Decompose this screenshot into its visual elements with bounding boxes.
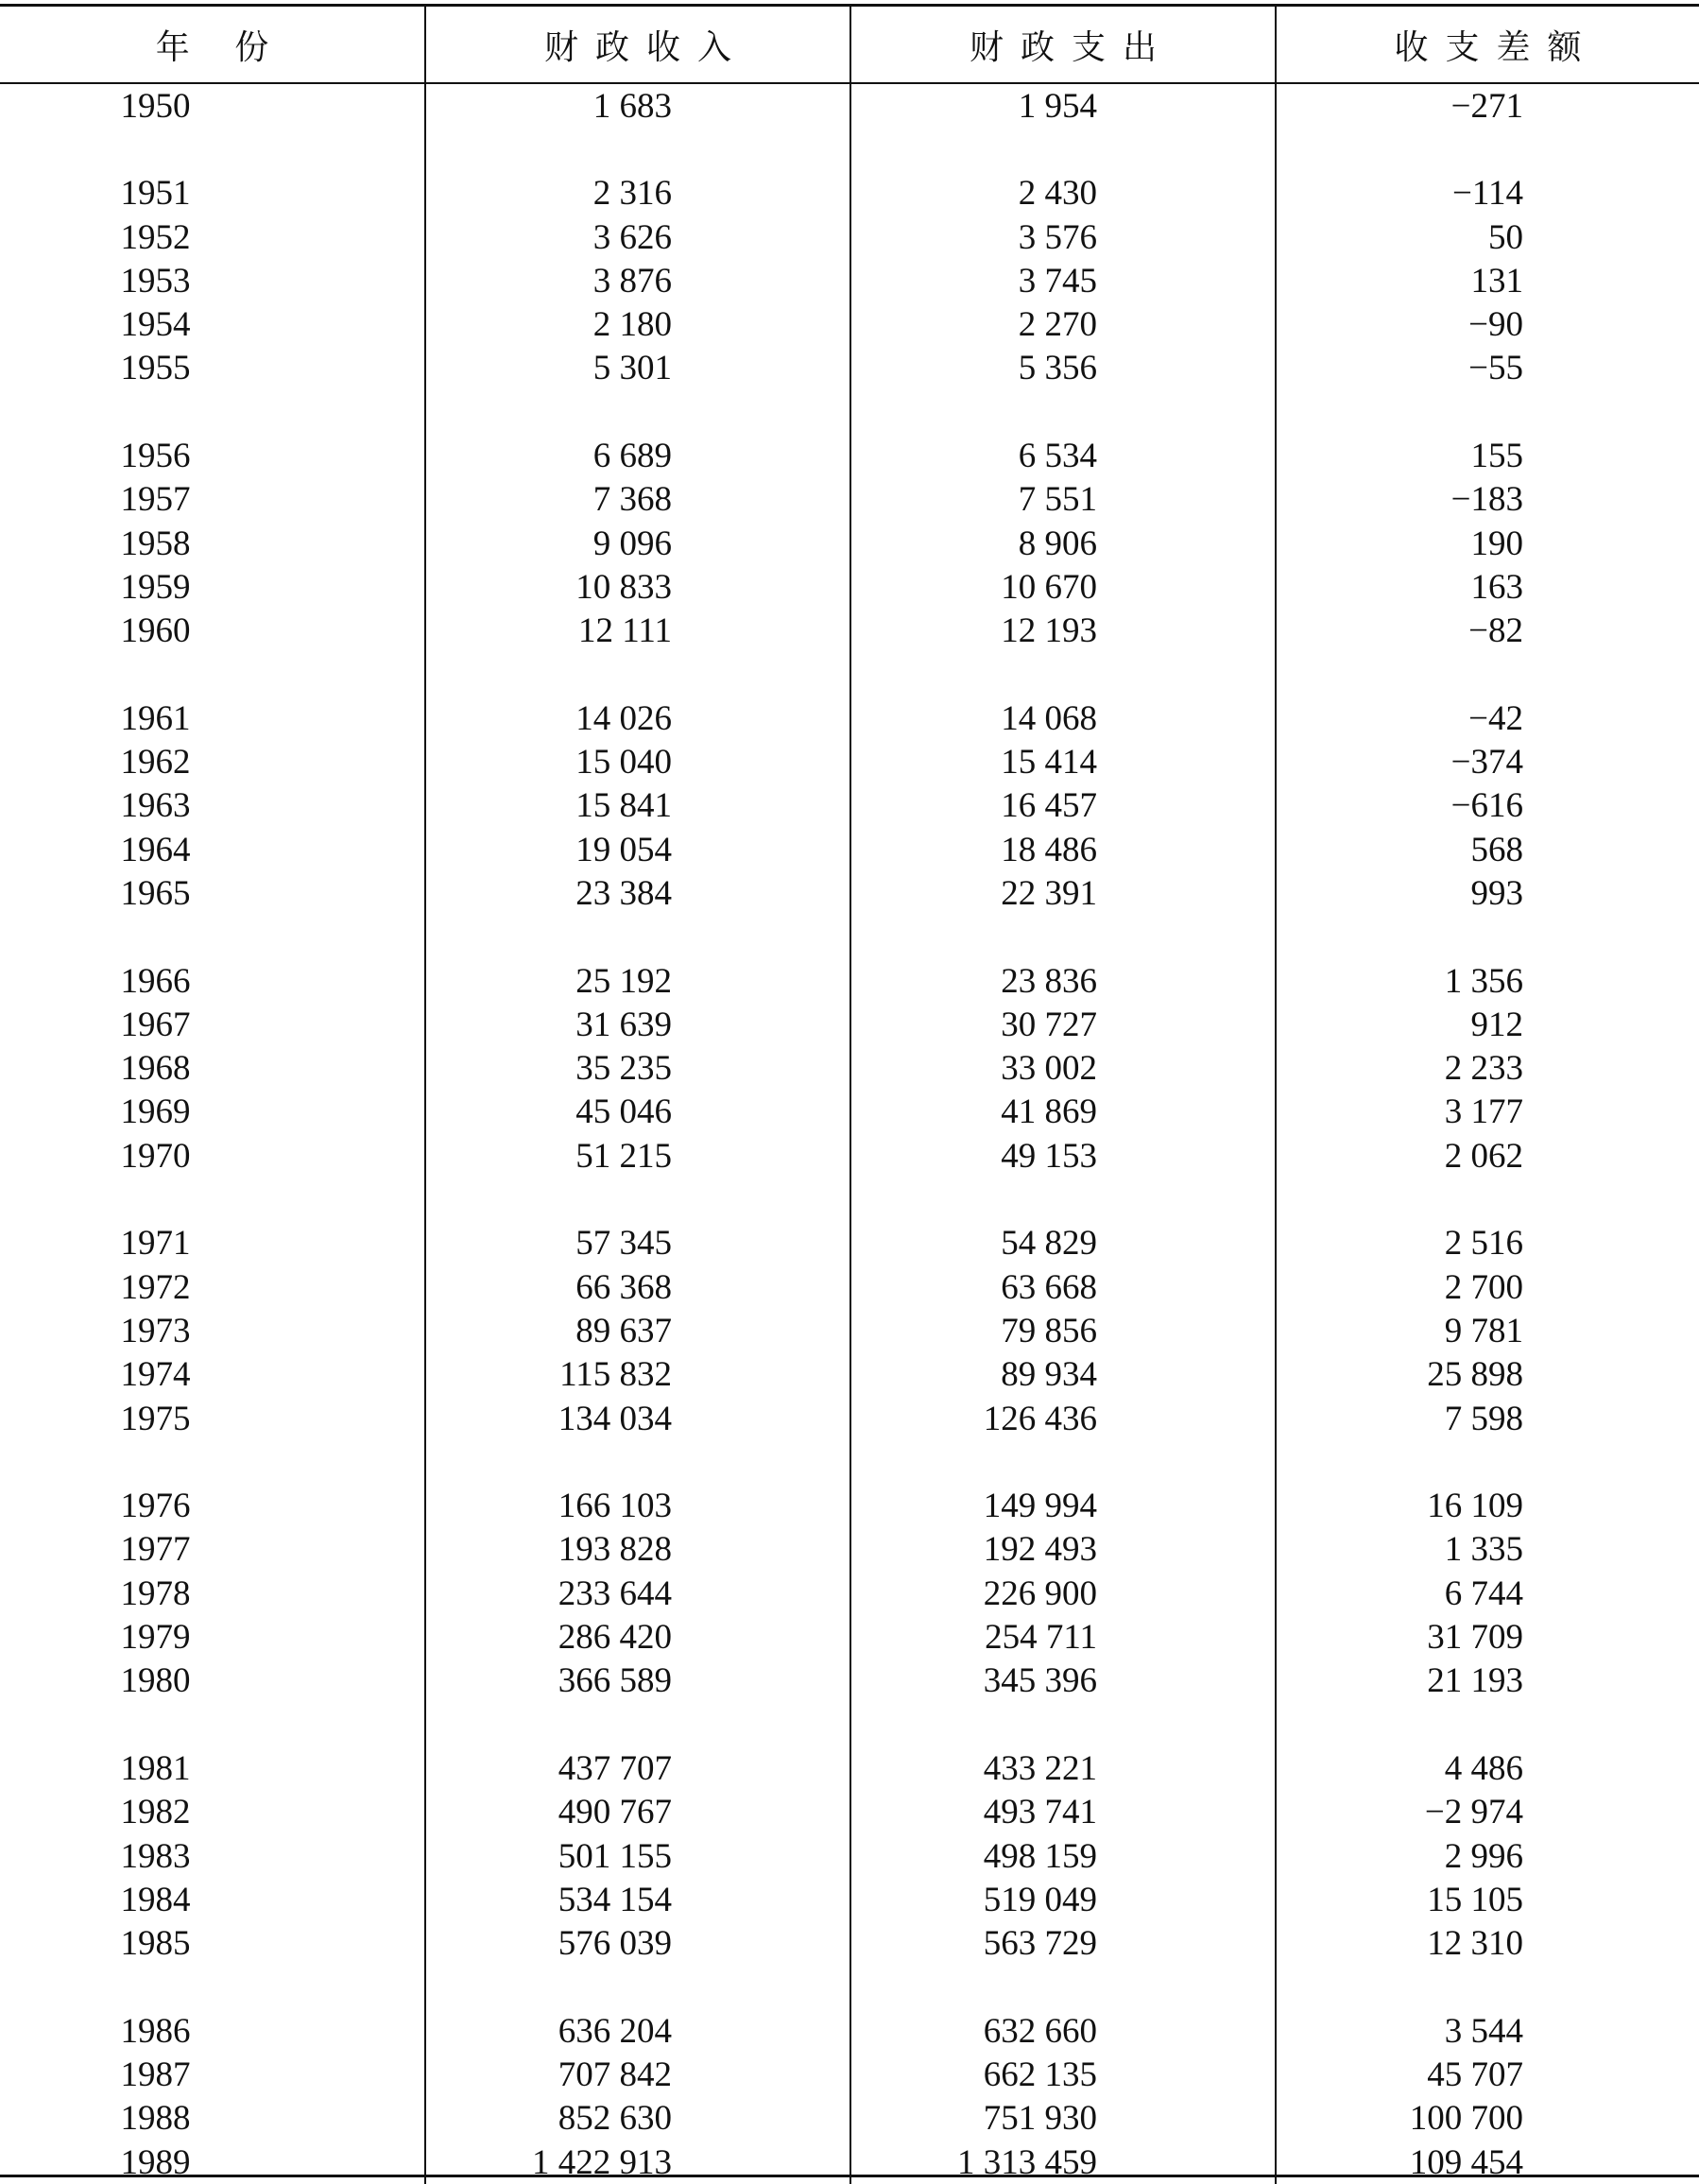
balance-cell: −90 [1276, 302, 1699, 346]
year-cell: 1975 [120, 1399, 191, 1438]
year-cell: 1968 [120, 1049, 191, 1089]
revenue-cell: 15 040 [425, 740, 850, 783]
revenue-cell: 12 111 [425, 610, 850, 653]
expenditure-cell: 2 430 [850, 172, 1276, 215]
expenditure-cell: 3 745 [850, 259, 1276, 302]
balance-cell: 1 356 [1276, 959, 1699, 1003]
year-cell: 1979 [120, 1618, 191, 1658]
balance-cell: 2 062 [1276, 1134, 1699, 1178]
table-row [0, 959, 1699, 1003]
table-row [0, 347, 1699, 390]
table-row [0, 1397, 1699, 1440]
balance-cell: −82 [1276, 610, 1699, 653]
spacer-cell [425, 128, 850, 171]
spacer-cell [425, 916, 850, 959]
table-row [0, 1921, 1699, 1965]
expenditure-cell: 149 994 [850, 1485, 1276, 1528]
expenditure-cell: 49 153 [850, 1134, 1276, 1178]
year-cell: 1951 [120, 174, 191, 214]
table-row [0, 1222, 1699, 1265]
table-row [0, 1309, 1699, 1352]
table-row [0, 522, 1699, 565]
group-spacer-row [0, 916, 1699, 959]
expenditure-cell: 519 049 [850, 1878, 1276, 1921]
header-expenditure: 财政支出 [850, 7, 1276, 83]
table-row [0, 696, 1699, 740]
spacer-cell [0, 1178, 425, 1221]
year-cell: 1957 [120, 480, 191, 520]
balance-cell: 2 700 [1276, 1265, 1699, 1309]
header-revenue: 财政收入 [425, 7, 850, 83]
balance-cell: 31 709 [1276, 1615, 1699, 1659]
revenue-cell: 25 192 [425, 959, 850, 1003]
group-spacer-row [0, 653, 1699, 696]
year-cell: 1964 [120, 830, 191, 869]
spacer-cell [425, 1966, 850, 2009]
expenditure-cell: 12 193 [850, 610, 1276, 653]
spacer-cell [425, 653, 850, 696]
spacer-cell [850, 916, 1276, 959]
year-cell: 1989 [120, 2142, 191, 2182]
table-row [0, 565, 1699, 609]
balance-cell: 4 486 [1276, 1746, 1699, 1790]
balance-cell: 6 744 [1276, 1572, 1699, 1615]
spacer-cell [0, 653, 425, 696]
group-spacer-row [0, 1703, 1699, 1746]
spacer-cell [0, 1966, 425, 2009]
year-cell: 1973 [120, 1311, 191, 1350]
expenditure-cell: 1 313 459 [850, 2141, 1276, 2184]
spacer-cell [0, 390, 425, 434]
table-row [0, 215, 1699, 259]
table-row [0, 1878, 1699, 1921]
revenue-cell: 166 103 [425, 1485, 850, 1528]
revenue-cell: 9 096 [425, 522, 850, 565]
revenue-cell: 286 420 [425, 1615, 850, 1659]
spacer-cell [850, 1966, 1276, 2009]
year-cell: 1984 [120, 1880, 191, 1919]
table-row [0, 478, 1699, 522]
table-row [0, 1746, 1699, 1790]
revenue-cell: 852 630 [425, 2097, 850, 2141]
group-spacer-row [0, 1178, 1699, 1221]
year-cell: 1966 [120, 961, 191, 1001]
balance-cell: 190 [1276, 522, 1699, 565]
year-cell: 1963 [120, 786, 191, 826]
spacer-cell [1276, 1966, 1699, 2009]
year-cell: 1954 [120, 305, 191, 345]
balance-cell: 16 109 [1276, 1485, 1699, 1528]
header-balance: 收支差额 [1276, 7, 1699, 83]
spacer-cell [850, 128, 1276, 171]
expenditure-cell: 14 068 [850, 696, 1276, 740]
year-cell: 1980 [120, 1661, 191, 1701]
year-cell: 1986 [120, 2011, 191, 2051]
table-row [0, 871, 1699, 915]
group-spacer-row [0, 128, 1699, 171]
revenue-cell: 6 689 [425, 434, 850, 477]
header-row [0, 7, 1699, 83]
expenditure-cell: 30 727 [850, 1003, 1276, 1046]
table-row [0, 1659, 1699, 1703]
spacer-cell [1276, 1703, 1699, 1746]
table-row [0, 1615, 1699, 1659]
table-row [0, 2097, 1699, 2141]
table-row [0, 2053, 1699, 2096]
balance-cell: −55 [1276, 347, 1699, 390]
expenditure-cell: 22 391 [850, 871, 1276, 915]
expenditure-cell: 2 270 [850, 302, 1276, 346]
table-row [0, 1353, 1699, 1397]
year-cell: 1960 [120, 611, 191, 651]
table-row [0, 740, 1699, 783]
balance-cell: −374 [1276, 740, 1699, 783]
table-row [0, 1528, 1699, 1572]
expenditure-cell: 41 869 [850, 1091, 1276, 1134]
table-row [0, 610, 1699, 653]
balance-cell: −114 [1276, 172, 1699, 215]
revenue-cell: 490 767 [425, 1791, 850, 1834]
year-cell: 1950 [120, 86, 191, 126]
expenditure-cell: 7 551 [850, 478, 1276, 522]
year-cell: 1970 [120, 1136, 191, 1176]
spacer-cell [850, 1703, 1276, 1746]
spacer-cell [425, 1440, 850, 1484]
table-row [0, 1047, 1699, 1091]
table-row [0, 2009, 1699, 2053]
table-row [0, 1003, 1699, 1046]
table-row [0, 1572, 1699, 1615]
expenditure-cell: 254 711 [850, 1615, 1276, 1659]
revenue-cell: 57 345 [425, 1222, 850, 1265]
table-row [0, 784, 1699, 828]
revenue-cell: 534 154 [425, 1878, 850, 1921]
balance-cell: −42 [1276, 696, 1699, 740]
spacer-cell [0, 916, 425, 959]
group-spacer-row [0, 1440, 1699, 1484]
table-row [0, 172, 1699, 215]
year-cell: 1978 [120, 1574, 191, 1613]
table-row [0, 828, 1699, 871]
year-cell: 1971 [120, 1224, 191, 1264]
balance-cell: 3 544 [1276, 2009, 1699, 2053]
revenue-cell: 366 589 [425, 1659, 850, 1703]
balance-cell: 2 996 [1276, 1834, 1699, 1878]
expenditure-cell: 126 436 [850, 1397, 1276, 1440]
year-cell: 1967 [120, 1005, 191, 1044]
revenue-cell: 51 215 [425, 1134, 850, 1178]
table-row [0, 434, 1699, 477]
revenue-cell: 576 039 [425, 1921, 850, 1965]
spacer-cell [1276, 1440, 1699, 1484]
year-cell: 1965 [120, 873, 191, 913]
revenue-cell: 115 832 [425, 1353, 850, 1397]
table-row [0, 2141, 1699, 2184]
year-cell: 1982 [120, 1793, 191, 1832]
year-cell: 1952 [120, 217, 191, 257]
revenue-cell: 2 180 [425, 302, 850, 346]
revenue-cell: 5 301 [425, 347, 850, 390]
table-row [0, 1091, 1699, 1134]
expenditure-cell: 6 534 [850, 434, 1276, 477]
expenditure-cell: 751 930 [850, 2097, 1276, 2141]
spacer-cell [0, 1440, 425, 1484]
expenditure-cell: 15 414 [850, 740, 1276, 783]
balance-cell: 1 335 [1276, 1528, 1699, 1572]
expenditure-cell: 8 906 [850, 522, 1276, 565]
year-cell: 1987 [120, 2055, 191, 2094]
expenditure-cell: 10 670 [850, 565, 1276, 609]
balance-cell: −2 974 [1276, 1791, 1699, 1834]
spacer-cell [1276, 390, 1699, 434]
expenditure-cell: 23 836 [850, 959, 1276, 1003]
revenue-cell: 1 422 913 [425, 2141, 850, 2184]
spacer-cell [1276, 916, 1699, 959]
year-cell: 1958 [120, 524, 191, 563]
year-cell: 1985 [120, 1924, 191, 1964]
expenditure-cell: 226 900 [850, 1572, 1276, 1615]
spacer-cell [850, 1440, 1276, 1484]
revenue-cell: 437 707 [425, 1746, 850, 1790]
year-cell: 1956 [120, 437, 191, 476]
spacer-cell [0, 1703, 425, 1746]
expenditure-cell: 3 576 [850, 215, 1276, 259]
spacer-cell [850, 1178, 1276, 1221]
balance-cell: 12 310 [1276, 1921, 1699, 1965]
revenue-cell: 3 876 [425, 259, 850, 302]
balance-cell: 993 [1276, 871, 1699, 915]
revenue-cell: 14 026 [425, 696, 850, 740]
expenditure-cell: 89 934 [850, 1353, 1276, 1397]
fiscal-table [0, 7, 1699, 2184]
balance-cell: 7 598 [1276, 1397, 1699, 1440]
balance-cell: 131 [1276, 259, 1699, 302]
expenditure-cell: 63 668 [850, 1265, 1276, 1309]
group-spacer-row [0, 1966, 1699, 2009]
table-row [0, 259, 1699, 302]
revenue-cell: 2 316 [425, 172, 850, 215]
balance-cell: 163 [1276, 565, 1699, 609]
balance-cell: 912 [1276, 1003, 1699, 1046]
spacer-cell [1276, 128, 1699, 171]
revenue-cell: 1 683 [425, 83, 850, 128]
revenue-cell: 193 828 [425, 1528, 850, 1572]
year-cell: 1955 [120, 349, 191, 388]
balance-cell: 155 [1276, 434, 1699, 477]
revenue-cell: 501 155 [425, 1834, 850, 1878]
balance-cell: 50 [1276, 215, 1699, 259]
spacer-cell [425, 390, 850, 434]
expenditure-cell: 16 457 [850, 784, 1276, 828]
year-cell: 1961 [120, 698, 191, 738]
year-cell: 1976 [120, 1487, 191, 1526]
balance-cell: 15 105 [1276, 1878, 1699, 1921]
revenue-cell: 66 368 [425, 1265, 850, 1309]
revenue-cell: 636 204 [425, 2009, 850, 2053]
balance-cell: 109 454 [1276, 2141, 1699, 2184]
revenue-cell: 3 626 [425, 215, 850, 259]
expenditure-cell: 493 741 [850, 1791, 1276, 1834]
table-row [0, 1265, 1699, 1309]
balance-cell: 45 707 [1276, 2053, 1699, 2096]
expenditure-cell: 498 159 [850, 1834, 1276, 1878]
spacer-cell [1276, 1178, 1699, 1221]
year-cell: 1983 [120, 1836, 191, 1876]
header-year: 年 份 [0, 7, 425, 83]
year-cell: 1974 [120, 1355, 191, 1395]
revenue-cell: 15 841 [425, 784, 850, 828]
expenditure-cell: 632 660 [850, 2009, 1276, 2053]
table-row [0, 1485, 1699, 1528]
revenue-cell: 23 384 [425, 871, 850, 915]
revenue-cell: 233 644 [425, 1572, 850, 1615]
spacer-cell [0, 128, 425, 171]
spacer-cell [425, 1703, 850, 1746]
expenditure-cell: 1 954 [850, 83, 1276, 128]
balance-cell: 25 898 [1276, 1353, 1699, 1397]
revenue-cell: 45 046 [425, 1091, 850, 1134]
revenue-cell: 134 034 [425, 1397, 850, 1440]
revenue-cell: 7 368 [425, 478, 850, 522]
expenditure-cell: 33 002 [850, 1047, 1276, 1091]
balance-cell: 568 [1276, 828, 1699, 871]
table-row [0, 1134, 1699, 1178]
expenditure-cell: 79 856 [850, 1309, 1276, 1352]
balance-cell: −183 [1276, 478, 1699, 522]
balance-cell: 2 233 [1276, 1047, 1699, 1091]
balance-cell: 21 193 [1276, 1659, 1699, 1703]
expenditure-cell: 563 729 [850, 1921, 1276, 1965]
balance-cell: −271 [1276, 83, 1699, 128]
year-cell: 1953 [120, 261, 191, 301]
revenue-cell: 35 235 [425, 1047, 850, 1091]
year-cell: 1988 [120, 2099, 191, 2139]
year-cell: 1969 [120, 1092, 191, 1132]
balance-cell: −616 [1276, 784, 1699, 828]
group-spacer-row [0, 390, 1699, 434]
balance-cell: 100 700 [1276, 2097, 1699, 2141]
spacer-cell [850, 390, 1276, 434]
expenditure-cell: 662 135 [850, 2053, 1276, 2096]
spacer-cell [1276, 653, 1699, 696]
revenue-cell: 19 054 [425, 828, 850, 871]
expenditure-cell: 345 396 [850, 1659, 1276, 1703]
fiscal-table-frame [0, 4, 1699, 2182]
revenue-cell: 707 842 [425, 2053, 850, 2096]
table-row [0, 83, 1699, 128]
year-cell: 1977 [120, 1530, 191, 1570]
year-cell: 1981 [120, 1748, 191, 1788]
table-row [0, 1791, 1699, 1834]
spacer-cell [850, 653, 1276, 696]
expenditure-cell: 192 493 [850, 1528, 1276, 1572]
year-cell: 1972 [120, 1267, 191, 1307]
expenditure-cell: 18 486 [850, 828, 1276, 871]
table-body [0, 83, 1699, 2184]
expenditure-cell: 5 356 [850, 347, 1276, 390]
revenue-cell: 10 833 [425, 565, 850, 609]
table-row [0, 1834, 1699, 1878]
spacer-cell [425, 1178, 850, 1221]
balance-cell: 9 781 [1276, 1309, 1699, 1352]
expenditure-cell: 54 829 [850, 1222, 1276, 1265]
revenue-cell: 89 637 [425, 1309, 850, 1352]
year-cell: 1962 [120, 743, 191, 782]
expenditure-cell: 433 221 [850, 1746, 1276, 1790]
balance-cell: 2 516 [1276, 1222, 1699, 1265]
revenue-cell: 31 639 [425, 1003, 850, 1046]
year-cell: 1959 [120, 567, 191, 607]
balance-cell: 3 177 [1276, 1091, 1699, 1134]
table-header [0, 7, 1699, 83]
table-row [0, 302, 1699, 346]
